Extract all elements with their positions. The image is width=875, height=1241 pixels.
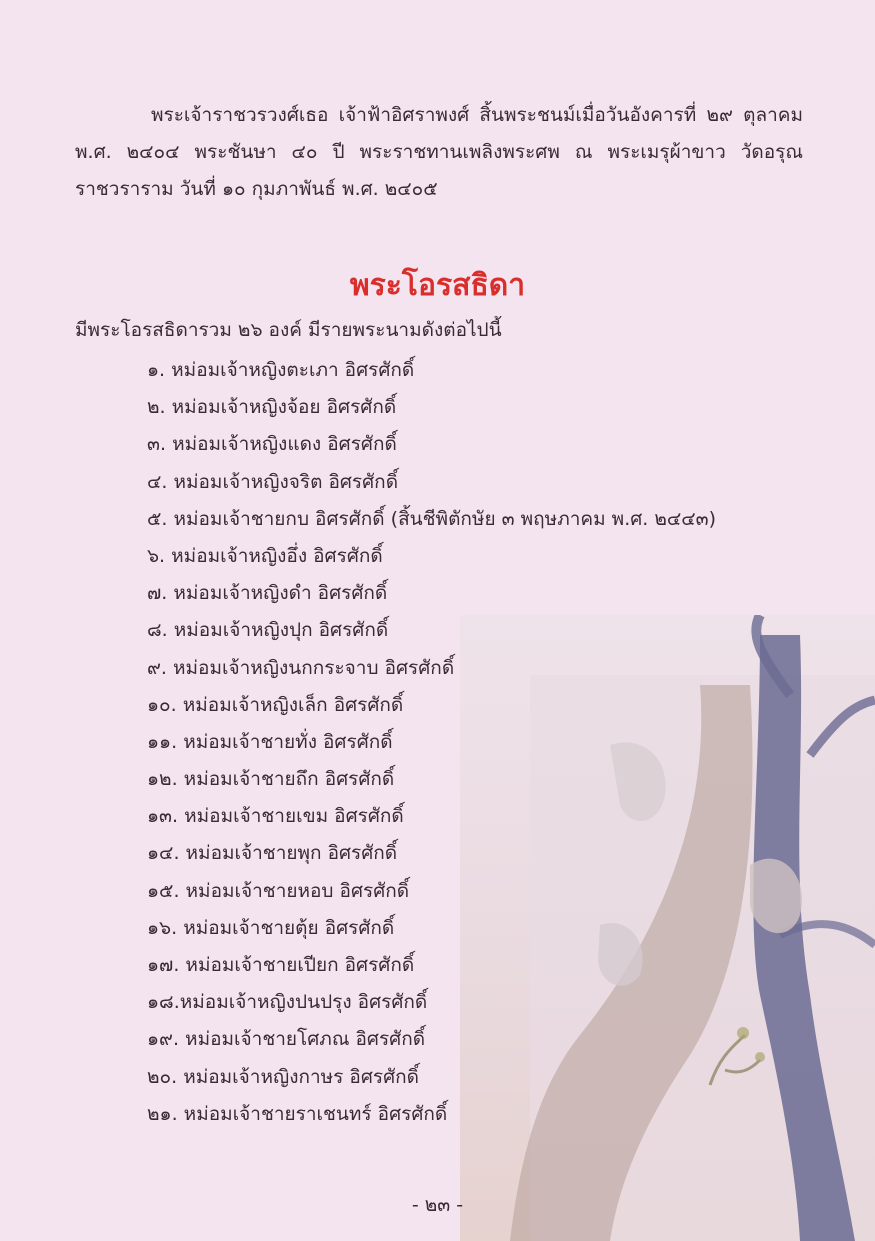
list-item: ๑๖. หม่อมเจ้าชายตุ้ย อิศรศักดิ์ [147,916,395,939]
list-item: ๘. หม่อมเจ้าหญิงปุก อิศรศักดิ์ [147,619,389,642]
list-item: ๒๐. หม่อมเจ้าหญิงกาษร อิศรศักดิ์ [147,1065,419,1088]
list-item: ๑๘.หม่อมเจ้าหญิงปนปรุง อิศรศักดิ์ [147,991,428,1014]
page-number: - ๒๓ - [411,1194,464,1216]
children-list [147,352,716,1133]
list-item: ๑๙. หม่อมเจ้าชายโศภณ อิศรศักดิ์ [147,1028,426,1051]
intro-paragraph: พระเจ้าราชวรวงศ์เธอ เจ้าฟ้าอิศราพงศ์ สิ้นพระชนม์เมื่อวันอังคารที่ ๒๙ ตุลาคม พ.ศ. ๒๔๐๔ พระชันษา ๔๐ ปี พระราชทานเพลิงพระศพ ณ พระเมรุผ้าขาว วัดอรุณราชวราราม วันที่ ๑๐ กุมภาพันธ์ พ.ศ. ๒๔๐๕ [75,104,803,200]
list-item: ๒. หม่อมเจ้าหญิงจ้อย อิศรศักดิ์ [147,396,397,419]
list-item: ๕. หม่อมเจ้าชายกบ อิศรศักดิ์ (สิ้นชีพิตักษัย ๓ พฤษภาคม พ.ศ. ๒๔๔๓) [147,507,717,530]
list-item: ๑๒. หม่อมเจ้าชายถึก อิศรศักดิ์ [147,768,395,791]
lead-sentence: มีพระโอรสธิดารวม ๒๖ องค์ มีรายพระนามดังต่อไปนี้ [75,319,502,341]
section-title [0,266,875,306]
list-item: ๑๔. หม่อมเจ้าชายพุก อิศรศักดิ์ [147,842,398,865]
list-item: ๖. หม่อมเจ้าหญิงอึ่ง อิศรศักดิ์ [147,544,383,567]
list-item: ๓. หม่อมเจ้าหญิงแดง อิศรศักดิ์ [147,433,397,456]
list-item: ๔. หม่อมเจ้าหญิงจริต อิศรศักดิ์ [147,470,399,493]
list-item: ๑. หม่อมเจ้าหญิงตะเภา อิศรศักดิ์ [147,359,415,381]
list-item: ๑๐. หม่อมเจ้าหญิงเล็ก อิศรศักดิ์ [147,693,404,716]
list-item: ๑๗. หม่อมเจ้าชายเปียก อิศรศักดิ์ [147,954,415,976]
list-item: ๗. หม่อมเจ้าหญิงดำ อิศรศักดิ์ [147,582,388,605]
list-item: ๑๕. หม่อมเจ้าชายหอบ อิศรศักดิ์ [147,879,410,902]
section-title-text: พระโอรสธิดา [349,268,526,303]
list-item: ๒๑. หม่อมเจ้าชายราเชนทร์ อิศรศักดิ์ [147,1102,448,1125]
list-item: ๙. หม่อมเจ้าหญิงนกกระจาบ อิศรศักดิ์ [147,656,455,679]
list-item: ๑๓. หม่อมเจ้าชายเขม อิศรศักดิ์ [147,805,404,828]
list-item: ๑๑. หม่อมเจ้าชายทั่ง อิศรศักดิ์ [147,730,393,753]
